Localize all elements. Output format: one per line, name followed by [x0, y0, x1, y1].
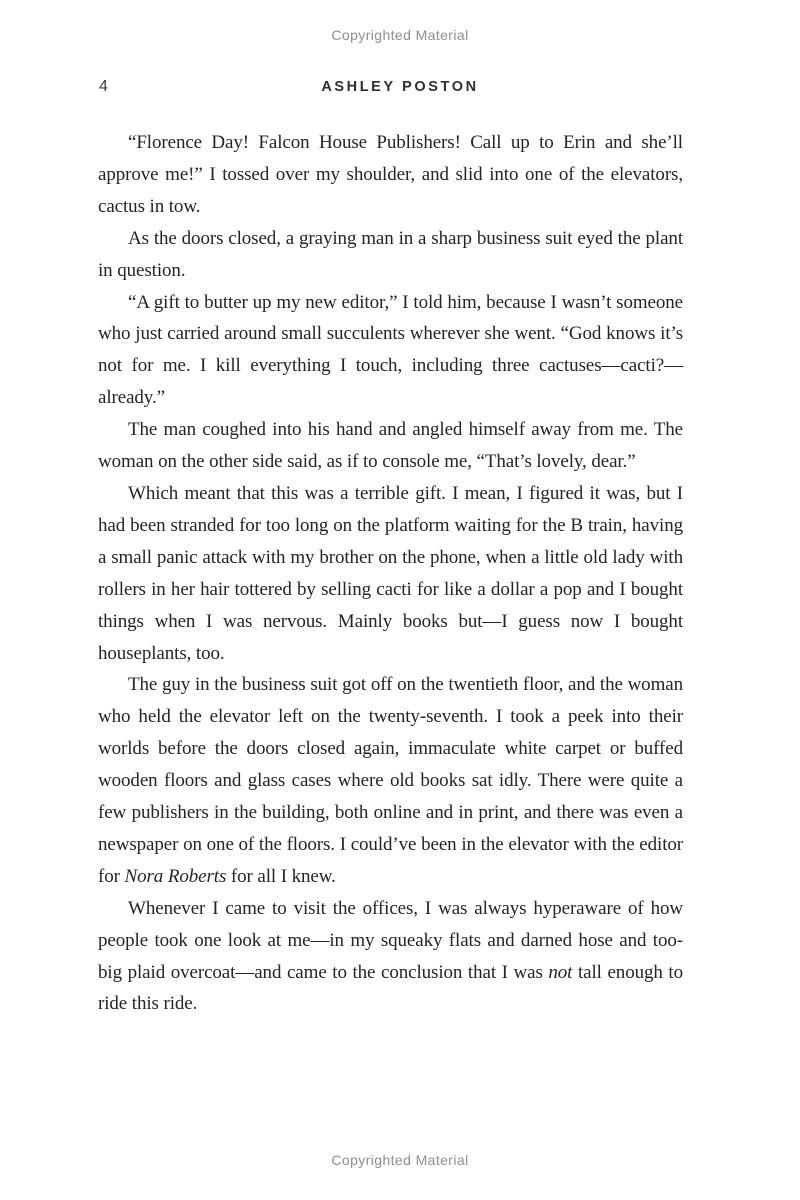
- paragraph: [98, 127, 683, 223]
- copyright-notice-top: Copyrighted Material: [331, 27, 469, 43]
- text-segment: The guy in the business suit got off on the twentieth floor, and the woman who held the elevator left on the twenty-seventh. I took a peek into their worlds before the doors closed again, immaculate white carpet or buffed wooden floors and glass cases where old books sat idly. There were quite a few publishers in the building, both online and in print, and there was even a newspaper on one of the floors. I could’ve been in the elevator with the editor for: [98, 674, 683, 887]
- text-segment: Which meant that this was a terrible gift. I mean, I figured it was, but I had been stranded for too long on the platform waiting for the B train, having a small panic attack with my brother on the phone, when a little old lady with rollers in her hair tottered by selling cacti for like a dollar a pop and I bought things when I was nervous. Mainly books but—I guess now I bought houseplants, too.: [98, 482, 683, 664]
- text-segment: The man coughed into his hand and angled himself away from me. The woman on the other side said, as if to console me, “That’s lovely, dear.”: [98, 419, 683, 473]
- text-segment: As the doors closed, a graying man in a sharp business suit eyed the plant in question.: [98, 227, 683, 281]
- italic-text: not: [548, 961, 573, 983]
- page-number: 4: [99, 78, 108, 95]
- paragraph: [98, 287, 683, 415]
- running-header-author: ASHLEY POSTON: [321, 79, 479, 95]
- body-text: [98, 127, 683, 1020]
- copyright-notice-bottom: Copyrighted Material: [331, 1152, 469, 1168]
- text-segment: “A gift to butter up my new editor,” I told him, because I wasn’t someone who just carried around small succulents wherever she went. “God knows it’s not for me. I kill everything I touch, including three cactuses—cacti?—already.”: [98, 291, 683, 409]
- paragraph: [98, 414, 683, 478]
- text-segment: for all I knew.: [226, 865, 336, 887]
- paragraph: [98, 223, 683, 287]
- text-segment: tall enough to ride this ride.: [98, 961, 684, 1015]
- italic-text: Nora Roberts: [124, 865, 227, 887]
- paragraph: [98, 478, 683, 669]
- text-segment: “Florence Day! Falcon House Publishers! Call up to Erin and she’ll approve me!” I tossed over my shoulder, and slid into one of the elevators, cactus in tow.: [98, 132, 683, 217]
- paragraph: [98, 669, 683, 892]
- text-segment: Whenever I came to visit the offices, I was always hyperaware of how people took one look at me—in my squeaky flats and darned hose and too-big plaid overcoat—and came to the conclusion that I was: [98, 897, 683, 983]
- paragraph: [98, 893, 683, 1021]
